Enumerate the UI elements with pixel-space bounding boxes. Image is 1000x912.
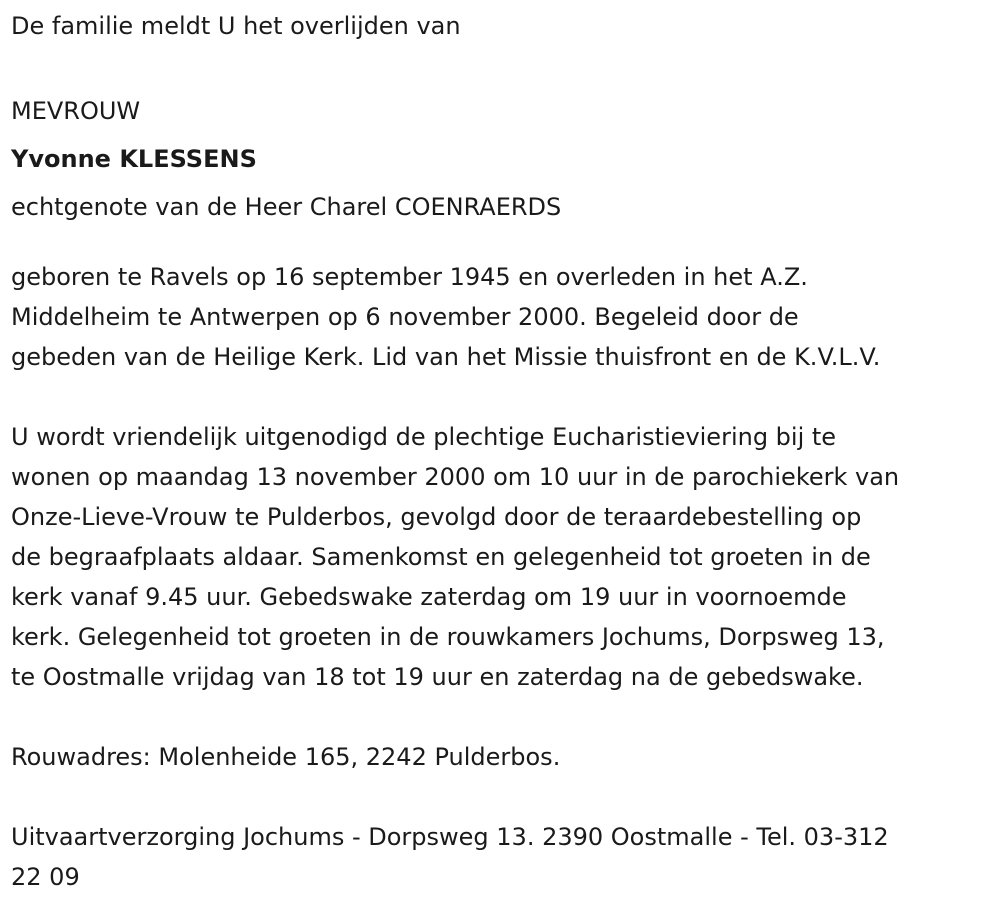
funeral-director-line: 22 09	[11, 863, 80, 891]
biography-line: gebeden van de Heilige Kerk. Lid van het Missie thuisfront en de K.V.L.V.	[11, 343, 881, 371]
obituary-notice	[11, 6, 986, 897]
ceremony-line: Onze-Lieve-Vrouw te Pulderbos, gevolgd door de teraardebestelling op	[11, 503, 862, 531]
spacer	[11, 377, 986, 417]
mourning-address: Rouwadres: Molenheide 165, 2242 Pulderbos.	[11, 743, 561, 771]
honorific: MEVROUW	[11, 97, 141, 125]
ceremony-line: kerk vanaf 9.45 uur. Gebedswake zaterdag om 19 uur in voornoemde	[11, 583, 847, 611]
spouse-line: echtgenote van de Heer Charel COENRAERDS	[11, 193, 562, 221]
spacer	[11, 46, 986, 86]
funeral-director	[11, 817, 986, 897]
ceremony-paragraph	[11, 417, 986, 697]
spacer	[11, 697, 986, 737]
funeral-director-line: Uitvaartverzorging Jochums - Dorpsweg 13. 2390 Oostmalle - Tel. 03-312	[11, 823, 889, 851]
ceremony-line: wonen op maandag 13 november 2000 om 10 uur in de parochiekerk van	[11, 463, 900, 491]
biography-paragraph	[11, 257, 986, 377]
biography-line: geboren te Ravels op 16 september 1945 en overleden in het A.Z.	[11, 263, 808, 291]
ceremony-line: de begraafplaats aldaar. Samenkomst en gelegenheid tot groeten in de	[11, 543, 871, 571]
ceremony-line: kerk. Gelegenheid tot groeten in de rouwkamers Jochums, Dorpsweg 13,	[11, 623, 885, 651]
spacer	[11, 777, 986, 817]
biography-line: Middelheim te Antwerpen op 6 november 2000. Begeleid door de	[11, 303, 799, 331]
ceremony-line: te Oostmalle vrijdag van 18 tot 19 uur en zaterdag na de gebedswake.	[11, 663, 864, 691]
ceremony-line: U wordt vriendelijk uitgenodigd de plechtige Eucharistieviering bij te	[11, 423, 837, 451]
intro-line: De familie meldt U het overlijden van	[11, 12, 461, 40]
deceased-name: Yvonne KLESSENS	[11, 145, 257, 173]
